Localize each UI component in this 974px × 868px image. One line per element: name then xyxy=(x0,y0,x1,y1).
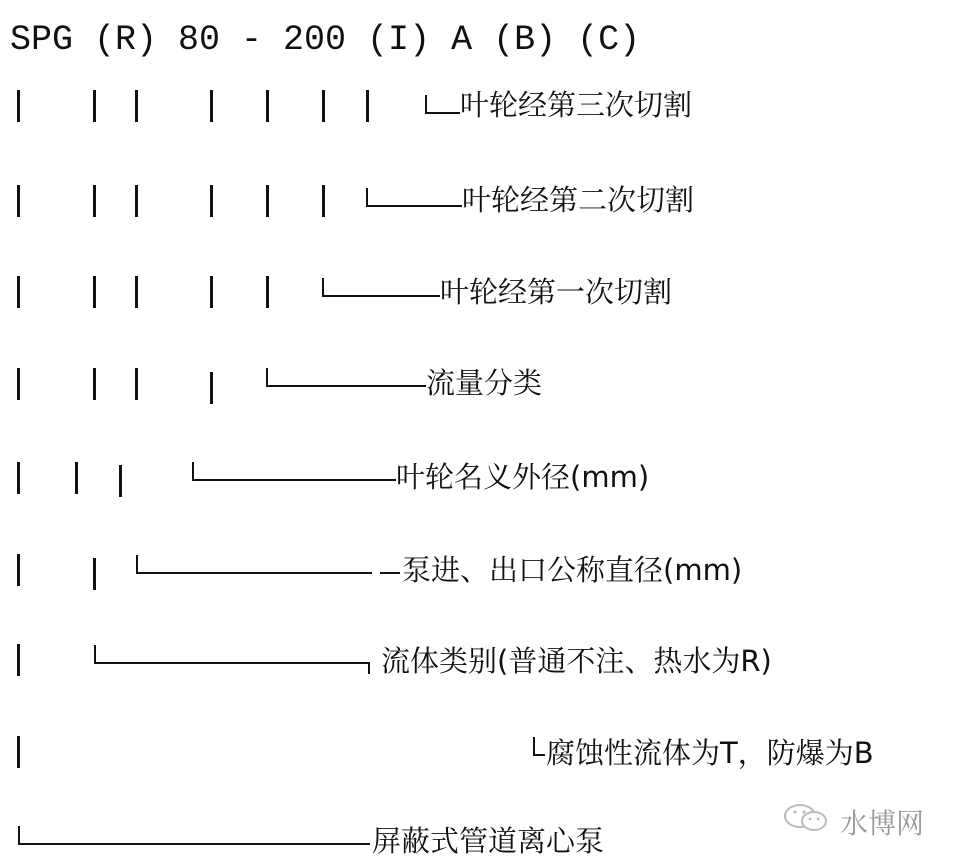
connector xyxy=(366,188,368,206)
connector xyxy=(266,385,426,387)
model-code: SPG (R) 80 - 200 (I) A (B) (C) xyxy=(10,20,641,60)
connector xyxy=(18,826,20,844)
connector xyxy=(192,462,194,480)
wechat-icon xyxy=(782,800,830,843)
bar xyxy=(17,185,20,217)
bar xyxy=(17,368,20,400)
label-flow-class: 流量分类 xyxy=(426,366,543,400)
connector xyxy=(136,572,372,574)
watermark xyxy=(782,800,924,843)
connector-dash xyxy=(380,572,400,574)
bar xyxy=(17,736,20,768)
connector xyxy=(533,754,545,756)
connector xyxy=(266,368,268,386)
connector xyxy=(322,278,324,296)
connector xyxy=(94,662,370,664)
connector xyxy=(366,205,462,207)
connector-tick xyxy=(368,662,370,674)
bar xyxy=(210,90,213,122)
bar xyxy=(119,465,122,497)
bar xyxy=(93,368,96,400)
label-nominal-dia: 泵进、出口公称直径(mm) xyxy=(402,553,743,587)
connector xyxy=(94,645,96,663)
bar xyxy=(366,90,369,122)
bar xyxy=(266,276,269,308)
label-pump-type: 屏蔽式管道离心泵 xyxy=(372,824,605,858)
bar xyxy=(93,90,96,122)
bar xyxy=(17,462,20,494)
connector xyxy=(18,843,370,845)
bar xyxy=(135,276,138,308)
connector xyxy=(425,95,427,113)
connector xyxy=(533,737,535,755)
bar xyxy=(322,185,325,217)
bar xyxy=(210,372,213,404)
bar xyxy=(93,185,96,217)
bar xyxy=(93,558,96,590)
label-impeller-dia: 叶轮名义外径(mm) xyxy=(396,460,650,494)
bar xyxy=(135,185,138,217)
connector xyxy=(425,112,460,114)
bar xyxy=(135,90,138,122)
bar xyxy=(17,90,20,122)
connector xyxy=(322,295,440,297)
label-cut2: 叶轮经第二次切割 xyxy=(462,183,695,217)
bar xyxy=(75,462,78,494)
bar xyxy=(93,276,96,308)
bar xyxy=(17,644,20,676)
bar xyxy=(322,90,325,122)
bar xyxy=(17,276,20,308)
bar xyxy=(210,185,213,217)
label-cut1: 叶轮经第一次切割 xyxy=(440,275,673,309)
bar xyxy=(135,368,138,400)
bar xyxy=(17,554,20,586)
label-cut3: 叶轮经第三次切割 xyxy=(460,88,693,122)
bar xyxy=(210,276,213,308)
connector xyxy=(136,555,138,573)
label-fluid-type: 流体类别(普通不注、热水为R) xyxy=(381,644,772,678)
watermark-text: 水博网 xyxy=(840,806,925,840)
bar xyxy=(266,90,269,122)
bar xyxy=(266,185,269,217)
label-corrosion: 腐蚀性流体为T，防爆为B xyxy=(546,736,874,770)
connector xyxy=(192,479,396,481)
